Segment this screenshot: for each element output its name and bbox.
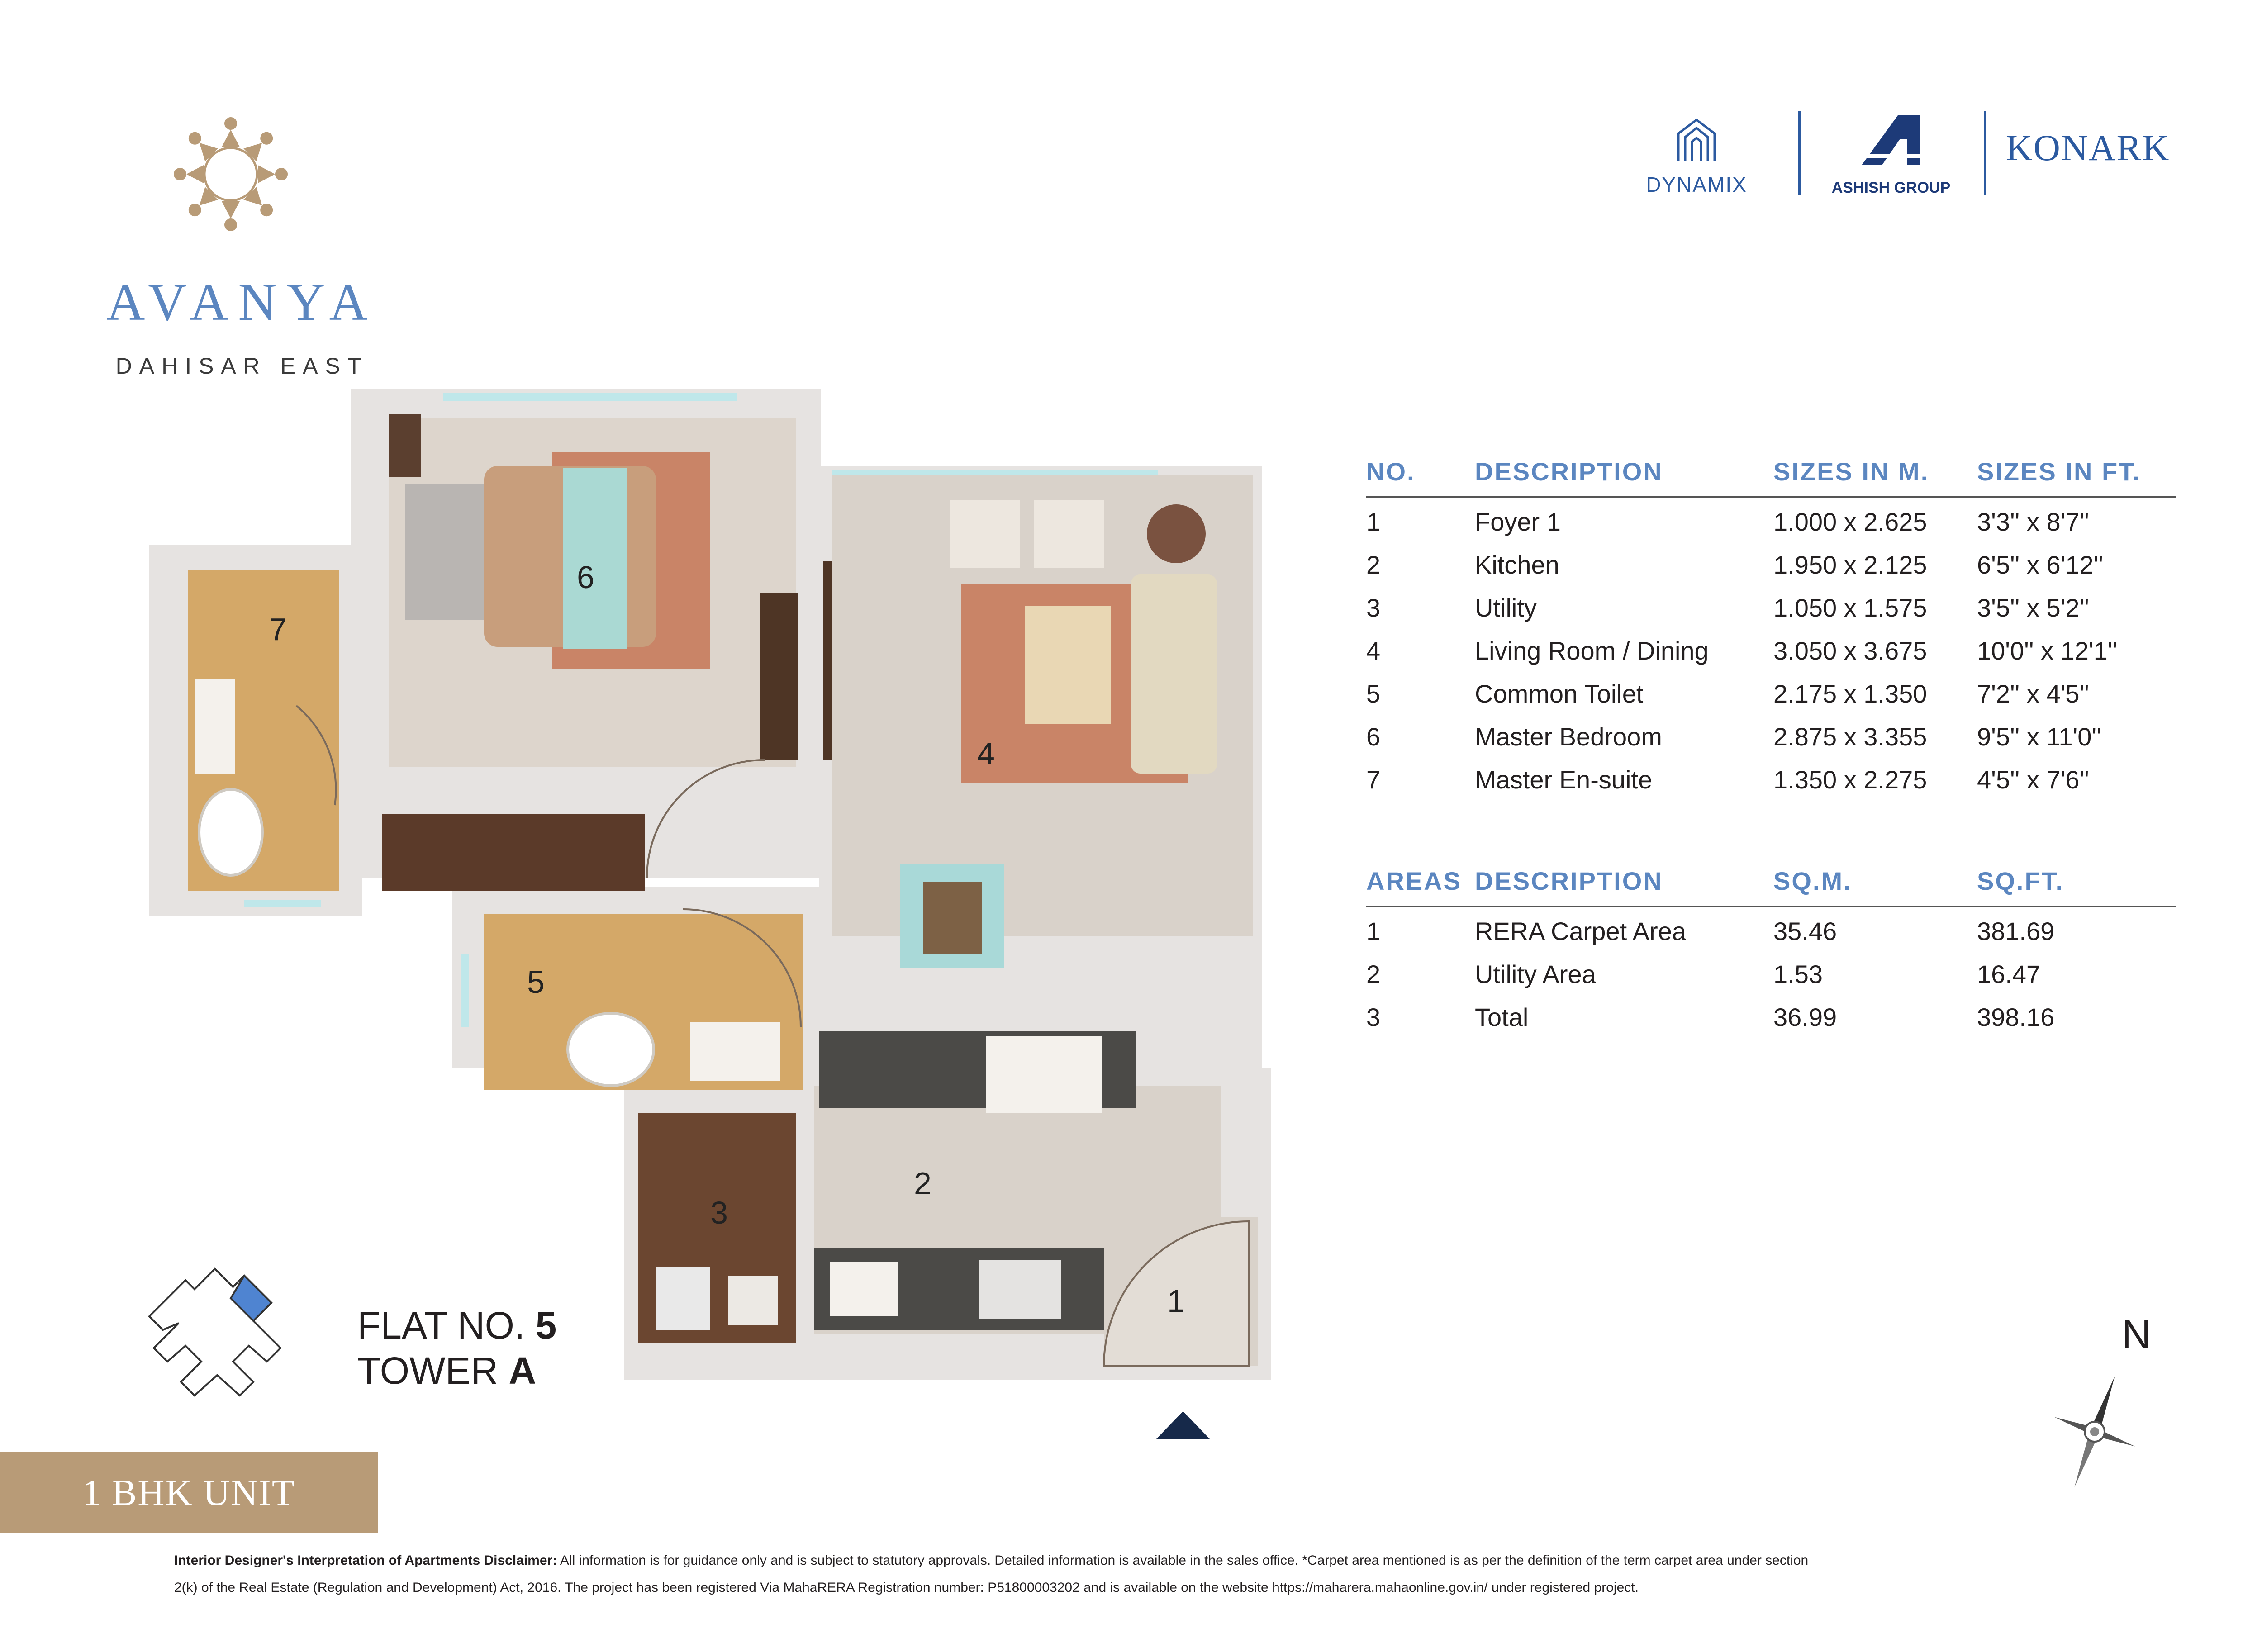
row-number-cell: 3 <box>1366 593 1381 622</box>
col-header-sizes-ft: SIZES IN FT. <box>1977 457 2176 497</box>
ashish-logo-text: ASHISH GROUP <box>1831 179 1951 196</box>
room-label-5: 5 <box>527 964 545 1000</box>
room-label-4: 4 <box>977 736 995 771</box>
compass-north-label: N <box>2122 1312 2151 1358</box>
row-size-metric-cell: 1.050 x 1.575 <box>1773 593 1927 622</box>
brand-name: AVANYA <box>106 272 378 332</box>
table-row <box>1366 541 2176 584</box>
master-en-suite <box>188 570 339 891</box>
disclaimer-title: Interior Designer's Interpretation of Apartments Disclaimer: <box>174 1553 557 1568</box>
room-label-1: 1 <box>1167 1283 1185 1319</box>
ashish-emblem-icon <box>1857 111 1925 170</box>
row-description-cell: Foyer 1 <box>1475 508 1561 536</box>
dynamix-logo-text: DYNAMIX <box>1646 173 1747 196</box>
row-number-cell: 2 <box>1366 551 1381 579</box>
logo-petal <box>222 117 240 147</box>
row-number-cell: 1 <box>1366 917 1381 945</box>
logo-petal <box>174 165 204 183</box>
row-number-cell: 1 <box>1366 508 1381 536</box>
table-header-row <box>1366 866 2176 907</box>
table-row <box>1366 670 2176 713</box>
table-row <box>1366 627 2176 670</box>
row-description-cell: RERA Carpet Area <box>1475 917 1686 945</box>
avanya-logo-mark <box>158 102 303 247</box>
row-description-cell: Common Toilet <box>1475 679 1644 708</box>
konark-logo: KONARK <box>2005 127 2170 168</box>
row-description-cell: Utility <box>1475 593 1537 622</box>
row-size-metric-cell: 3.050 x 3.675 <box>1773 636 1927 665</box>
row-description-cell: Total <box>1475 1003 1529 1031</box>
row-size-metric-cell: 2.875 x 3.355 <box>1773 722 1927 751</box>
col-header-sqft: SQ.FT. <box>1977 866 2176 907</box>
table-row <box>1366 993 2176 1036</box>
tower-line <box>357 1348 556 1393</box>
floor-plan <box>136 389 1276 1393</box>
row-description-cell: Master Bedroom <box>1475 722 1662 751</box>
room-label-2: 2 <box>914 1166 931 1201</box>
table-header-row <box>1366 457 2176 497</box>
living-dining <box>832 475 1253 968</box>
areas-table <box>1366 866 2176 1036</box>
row-size-imperial-cell: 9'5'' x 11'0'' <box>1977 722 2101 751</box>
row-description-cell: Kitchen <box>1475 551 1559 579</box>
row-size-imperial-cell: 6'5'' x 6'12'' <box>1977 551 2103 579</box>
table-row <box>1366 584 2176 627</box>
flat-info <box>357 1303 556 1393</box>
row-number-cell: 6 <box>1366 722 1381 751</box>
table-row <box>1366 497 2176 541</box>
compass-rose-icon <box>2049 1312 2140 1493</box>
col-header-no: NO. <box>1366 457 1475 497</box>
row-size-imperial-cell: 4'5'' x 7'6'' <box>1977 765 2089 794</box>
logo-divider <box>1798 111 1801 195</box>
room-label-7: 7 <box>269 612 287 647</box>
flat-number-line <box>357 1303 556 1348</box>
col-header-sizes-m: SIZES IN M. <box>1773 457 1977 497</box>
tower-value: A <box>508 1349 537 1392</box>
row-number-cell: 3 <box>1366 1003 1381 1031</box>
ashish-group-logo <box>1823 111 1959 197</box>
row-size-metric-cell: 35.46 <box>1773 917 1837 945</box>
dynamix-emblem-icon <box>1674 115 1719 165</box>
row-size-imperial-cell: 10'0'' x 12'1'' <box>1977 636 2118 665</box>
row-size-metric-cell: 2.175 x 1.350 <box>1773 679 1927 708</box>
table-row <box>1366 756 2176 799</box>
table-row <box>1366 950 2176 993</box>
logo-divider <box>1984 111 1986 195</box>
row-description-cell: Living Room / Dining <box>1475 636 1709 665</box>
unit-type-badge <box>0 1452 378 1533</box>
col-header-sqm: SQ.M. <box>1773 866 1977 907</box>
row-size-metric-cell: 1.53 <box>1773 960 1823 988</box>
row-size-metric-cell: 36.99 <box>1773 1003 1837 1031</box>
room-sizes-table <box>1366 457 2176 799</box>
flat-number: 5 <box>535 1304 557 1347</box>
col-header-description: DESCRIPTION <box>1475 866 1773 907</box>
row-size-metric-cell: 1.950 x 2.125 <box>1773 551 1927 579</box>
disclaimer-line-1: All information is for guidance only and is subject to statutory approvals. Detailed information is available in the sales office. *Carpet area mentioned is as per the definition of the term carpet area under section <box>560 1553 1809 1568</box>
row-size-imperial-cell: 3'5'' x 5'2'' <box>1977 593 2089 622</box>
table-row <box>1366 907 2176 950</box>
room-label-6: 6 <box>577 560 594 595</box>
row-size-imperial-cell: 3'3'' x 8'7'' <box>1977 508 2089 536</box>
brand-location: DAHISAR EAST <box>115 353 369 379</box>
disclaimer <box>174 1547 2138 1601</box>
entrance-arrow-icon <box>1156 1411 1210 1439</box>
dynamix-logo <box>1629 115 1764 197</box>
flat-label: FLAT NO. <box>357 1304 525 1347</box>
col-header-areas: AREAS <box>1366 866 1475 907</box>
common-toilet <box>484 914 803 1090</box>
tv-partition <box>760 593 798 760</box>
logo-petal <box>258 165 288 183</box>
key-plan-icon <box>136 1244 335 1407</box>
row-number-cell: 2 <box>1366 960 1381 988</box>
tower-label: TOWER <box>357 1349 499 1392</box>
logo-petal <box>222 201 240 231</box>
unit-type-label: 1 BHK UNIT <box>82 1472 295 1513</box>
disclaimer-line-2: 2(k) of the Real Estate (Regulation and Development) Act, 2016. The project has been registered Via MahaRERA Registration number: P51800003202 and is available on the website https://maharera.mahaonline.gov.in/ under registered project. <box>174 1580 1639 1595</box>
row-description-cell: Master En-suite <box>1475 765 1653 794</box>
row-size-imperial-cell: 381.69 <box>1977 917 2055 945</box>
room-label-3: 3 <box>710 1195 728 1230</box>
row-number-cell: 5 <box>1366 679 1381 708</box>
col-header-description: DESCRIPTION <box>1475 457 1773 497</box>
row-size-metric-cell: 1.000 x 2.625 <box>1773 508 1927 536</box>
row-size-metric-cell: 1.350 x 2.275 <box>1773 765 1927 794</box>
row-size-imperial-cell: 16.47 <box>1977 960 2041 988</box>
row-size-imperial-cell: 398.16 <box>1977 1003 2055 1031</box>
row-description-cell: Utility Area <box>1475 960 1596 988</box>
table-row <box>1366 713 2176 756</box>
row-size-imperial-cell: 7'2'' x 4'5'' <box>1977 679 2089 708</box>
row-number-cell: 7 <box>1366 765 1381 794</box>
row-number-cell: 4 <box>1366 636 1381 665</box>
